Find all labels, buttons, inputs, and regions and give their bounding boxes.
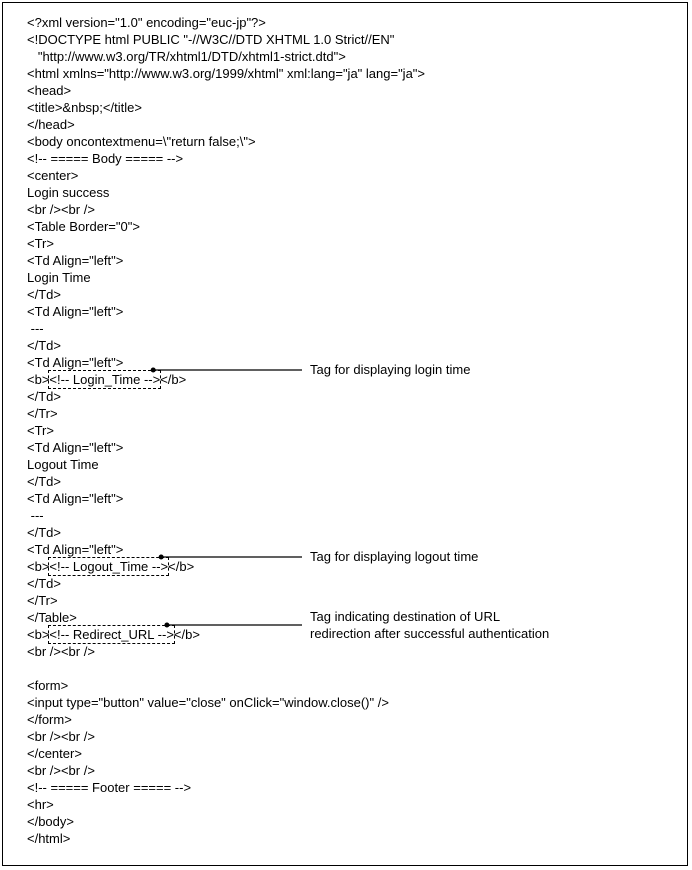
code-line: Login Time bbox=[27, 270, 91, 285]
code-line: </Td> bbox=[27, 287, 61, 302]
code-line: <br /><br /> bbox=[27, 644, 95, 659]
code-line: <Tr> bbox=[27, 236, 54, 251]
code-line: </center> bbox=[27, 746, 82, 761]
code-line: </Table> bbox=[27, 610, 77, 625]
code-line: <Table Border="0"> bbox=[27, 219, 140, 234]
code-line: <Tr> bbox=[27, 423, 54, 438]
annotation-label: Tag for displaying login time bbox=[310, 362, 471, 377]
code-line: <br /><br /> bbox=[27, 763, 95, 778]
code-line: <!-- ===== Body ===== --> bbox=[27, 151, 184, 166]
code-line: <Td Align="left"> bbox=[27, 304, 124, 319]
code-line: <html xmlns="http://www.w3.org/1999/xhtml" xml:lang="ja" lang="ja"> bbox=[27, 66, 426, 81]
code-line: "http://www.w3.org/TR/xhtml1/DTD/xhtml1-strict.dtd"> bbox=[27, 49, 346, 64]
code-line: </Tr> bbox=[27, 593, 58, 608]
code-line: <br /><br /> bbox=[27, 202, 95, 217]
dashed-tag-box bbox=[48, 370, 161, 389]
code-line: </Td> bbox=[27, 389, 61, 404]
code-line: <b><!-- Redirect_URL --></b> bbox=[27, 627, 200, 642]
code-line: <title>&nbsp;</title> bbox=[27, 100, 142, 115]
code-line: </body> bbox=[27, 814, 74, 829]
code-line: </Td> bbox=[27, 576, 61, 591]
code-line: <br /><br /> bbox=[27, 729, 95, 744]
dashed-tag-box bbox=[48, 625, 175, 644]
code-line: <!DOCTYPE html PUBLIC "-//W3C//DTD XHTML 1.0 Strict//EN" bbox=[27, 32, 395, 47]
dashed-tag-box bbox=[48, 557, 169, 576]
code-line: <!-- ===== Footer ===== --> bbox=[27, 780, 192, 795]
code-line: <Td Align="left"> bbox=[27, 491, 124, 506]
code-line: <form> bbox=[27, 678, 69, 693]
code-line: Login success bbox=[27, 185, 110, 200]
code-line: <Td Align="left"> bbox=[27, 542, 124, 557]
code-line: <b><!-- Logout_Time --></b> bbox=[27, 559, 195, 574]
code-line: </Td> bbox=[27, 525, 61, 540]
code-line: </html> bbox=[27, 831, 71, 846]
code-line: </Td> bbox=[27, 474, 61, 489]
code-line: </Td> bbox=[27, 338, 61, 353]
code-line: --- bbox=[27, 321, 44, 336]
code-line: <hr> bbox=[27, 797, 54, 812]
code-line: <head> bbox=[27, 83, 72, 98]
code-line: Logout Time bbox=[27, 457, 99, 472]
code-line: <Td Align="left"> bbox=[27, 440, 124, 455]
code-line: <Td Align="left"> bbox=[27, 253, 124, 268]
code-line: --- bbox=[27, 508, 44, 523]
annotation-label: Tag for displaying logout time bbox=[310, 549, 479, 564]
code-line: </head> bbox=[27, 117, 75, 132]
code-line: <?xml version="1.0" encoding="euc-jp"?> bbox=[27, 15, 266, 30]
annotation-label: Tag indicating destination of URL redirection after successful authentication bbox=[310, 609, 550, 641]
code-line: <b><!-- Login_Time --></b> bbox=[27, 372, 187, 387]
code-line: <Td Align="left"> bbox=[27, 355, 124, 370]
code-line: </Tr> bbox=[27, 406, 58, 421]
code-line: <center> bbox=[27, 168, 79, 183]
code-line: <input type="button" value="close" onClick="window.close()" /> bbox=[27, 695, 389, 710]
code-line: </form> bbox=[27, 712, 72, 727]
code-line: <body oncontextmenu=\"return false;\"> bbox=[27, 134, 256, 149]
